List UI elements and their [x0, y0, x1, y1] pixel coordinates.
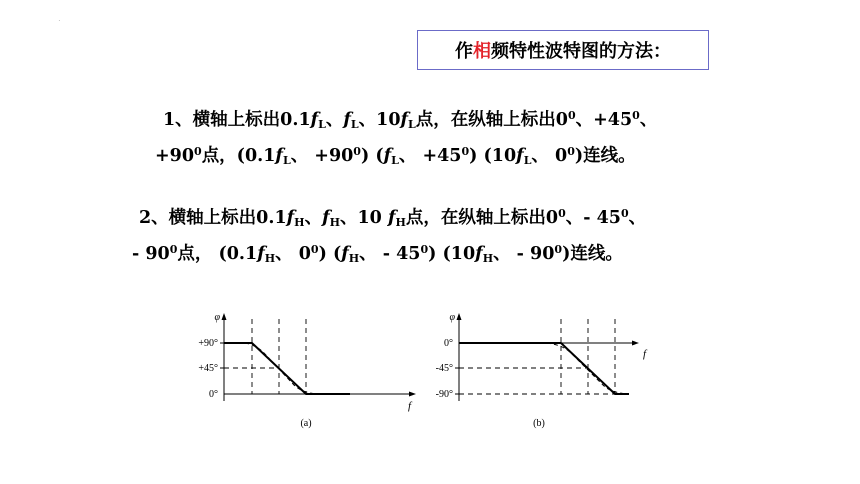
step2-text: )连线。 [562, 244, 623, 264]
f-symbol: f [341, 244, 349, 264]
degree-sup: 0 [353, 145, 361, 158]
step2-text: 、 - 90 [493, 244, 555, 264]
f-symbol: f [286, 208, 295, 228]
f-symbol: f [387, 208, 396, 228]
degree-sup: 0 [310, 243, 319, 256]
sub-l: L [318, 118, 326, 131]
sep: 、 [639, 110, 658, 130]
ylabel-phi: φ [214, 312, 220, 323]
phase-plot-a [190, 305, 420, 435]
f-symbol: f [322, 208, 330, 228]
actual-curve [245, 343, 318, 394]
step1-text: ) (10 [469, 146, 517, 166]
sub-h: H [395, 216, 406, 229]
step2-text: 2、横轴上标出0.1 [139, 208, 287, 228]
degree-sup: 0 [620, 207, 629, 220]
y-axis-arrow [222, 313, 227, 320]
asymptote-line [224, 343, 350, 394]
method-title-box [417, 30, 709, 70]
title-part1: 作 [455, 41, 473, 62]
y-axis-arrow [457, 313, 462, 320]
step2-text: 、- 45 [565, 208, 621, 228]
step2-text: 、 0 [275, 244, 311, 264]
degree-sup: 0 [194, 145, 202, 158]
tick-label-plus90: +90° [198, 338, 218, 349]
step1-text: 、 +45 [398, 146, 462, 166]
step1-line2 [155, 134, 636, 179]
sub-h: H [348, 252, 360, 265]
f-symbol: f [343, 110, 351, 130]
sep: 、10 [340, 208, 388, 228]
sub-l: L [408, 118, 416, 131]
tick-label-minus45: -45° [435, 363, 453, 374]
sub-h: H [264, 252, 276, 265]
step1-text: )连线。 [574, 146, 636, 166]
x-axis-arrow [632, 341, 639, 346]
sep: 、 [325, 110, 344, 130]
sep: 、10 [358, 110, 401, 130]
f-symbol: f [257, 244, 265, 264]
phase-plot-b [425, 305, 655, 435]
step2-text: 点， (0.1 [177, 244, 258, 264]
degree-sup: 0 [567, 145, 575, 158]
sub-l: L [523, 154, 532, 167]
degree-sup: 0 [567, 109, 576, 122]
step1-text: 、 0 [531, 146, 568, 166]
step1-text: +90 [155, 146, 195, 166]
title-part2: 频特性波特图的方法： [491, 41, 671, 62]
step1-text: ) ( [360, 146, 384, 166]
f-symbol: f [400, 110, 409, 130]
step1-text: 点，(0.1 [201, 146, 276, 166]
f-symbol: f [383, 146, 392, 166]
step2-text: 点，在纵轴上标出0 [405, 208, 559, 228]
f-symbol: f [310, 110, 319, 130]
degree-sup: 0 [632, 109, 640, 122]
sep: 、 [304, 208, 323, 228]
step1-text: 、 +90 [290, 146, 354, 166]
tick-label-minus90: -90° [435, 389, 453, 400]
slide-corner-mark: · [58, 16, 61, 25]
degree-sup: 0 [558, 207, 566, 220]
step2-text: - 90 [132, 244, 170, 264]
tick-label-plus45: +45° [198, 363, 218, 374]
f-symbol: f [275, 146, 283, 166]
degree-sup: 0 [420, 243, 429, 256]
sub-h: H [329, 216, 340, 229]
ylabel-phi: φ [449, 312, 455, 323]
title-highlight: 相 [473, 41, 491, 62]
tick-label-0: 0° [444, 338, 453, 349]
step1-text: 点，在纵轴上标出0 [415, 110, 568, 130]
degree-sup: 0 [554, 243, 563, 256]
step1-text: 1、横轴上标出0.1 [163, 110, 311, 130]
caption-a: (a) [300, 418, 312, 429]
degree-sup: 0 [169, 243, 178, 256]
step2-text: ) (10 [428, 244, 476, 264]
asymptote-line [459, 343, 629, 394]
sep: 、 [628, 208, 647, 228]
sub-h: H [294, 216, 305, 229]
degree-sup: 0 [461, 145, 470, 158]
step1-text: 、+45 [575, 110, 633, 130]
f-symbol: f [475, 244, 483, 264]
sub-l: L [282, 154, 291, 167]
sub-l: L [391, 154, 399, 167]
sub-l: L [350, 118, 359, 131]
x-axis-arrow [409, 392, 416, 397]
xlabel-f: f [408, 400, 412, 412]
step2-text: 、 - 45 [359, 244, 421, 264]
tick-label-0: 0° [209, 389, 218, 400]
sub-h: H [482, 252, 494, 265]
xlabel-f: f [643, 348, 647, 360]
f-symbol: f [516, 146, 524, 166]
caption-b: (b) [533, 418, 545, 429]
step2-text: ) ( [318, 244, 342, 264]
step2-line2 [132, 232, 623, 277]
